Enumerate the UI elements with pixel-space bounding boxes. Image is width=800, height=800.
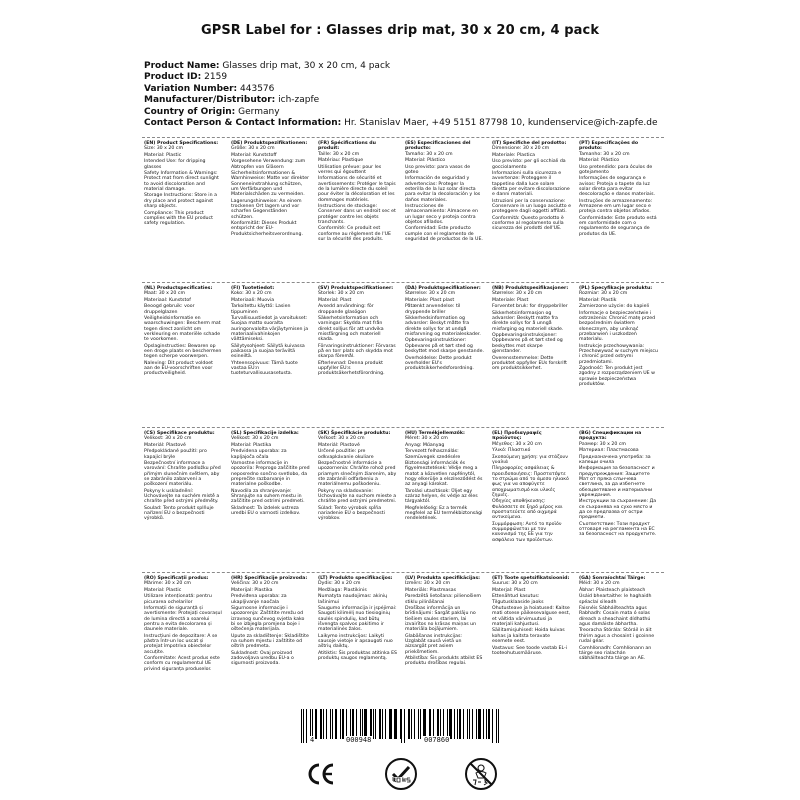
spec-text: Utilisation prévue: pour les verres qui égouttent: [318, 164, 383, 175]
spec-text: Koko: 30 x 20 cm: [231, 291, 272, 297]
barcode-bar: [498, 709, 500, 743]
spec-text: Faisnéis Sábháilteachta agus Rabhadh: Cosain mata ó solas díreach a sheachaint dídhathú agus damáiste ábhartha.: [579, 606, 652, 627]
spec-heading: (PT) Especificações do produto:: [579, 141, 639, 152]
spec-block: [229, 573, 316, 717]
barcode-bar: [486, 709, 487, 739]
spec-block: [316, 573, 403, 717]
spec-text: Materiaal: Kunststof: [144, 297, 191, 303]
meta-value: 443576: [240, 83, 275, 94]
spec-text: Uso pretendido: para óculos de gotejamento: [579, 164, 654, 175]
barcode-bars: [301, 709, 501, 739]
spec-text: Izmērs: 30 x 20 cm: [405, 581, 451, 587]
spec-text: Υλικό: Πλαστικό: [492, 448, 531, 454]
barcode-bar: [360, 709, 361, 739]
spec-text: Méret: 30 x 20 cm: [405, 436, 448, 442]
barcode-digits-left: 000948: [346, 736, 372, 744]
spec-text: Upute za skladištenje: Skladištite na suhom mjestu i zaštitite od oštrih predmeta.: [231, 633, 311, 650]
spec-text: Sicherheitsinformationen & Warnhinweise: Matte vor direkter Sonneneinstrahlung schützen, um Verfärbungen und Materialschäden zu vermeiden.: [231, 171, 311, 198]
barcode-bar: [335, 709, 337, 739]
barcode-bar: [342, 709, 345, 739]
spec-text: Konformität: Dieses Produkt entspricht der EU-Produktsicherheitsverordnung.: [231, 221, 303, 237]
spec-heading: (NB) Produktspesifikasjoner:: [492, 286, 569, 291]
barcode-bar: [320, 709, 323, 739]
barcode-bar: [389, 709, 390, 739]
spec-text: Suurus: 30 x 20 cm: [492, 581, 538, 587]
spec-text: Varnostne informacije in opozorila: Preprogo zaščitite pred neposredno sončno svetlobo, da preprečite razbarvanje in materialne poškodbe.: [231, 461, 312, 488]
meta-key: Product ID:: [144, 72, 202, 83]
spec-text: Conformità: Questo prodotto è conforme al regolamento sulla sicurezza dei prodotti dell'UE.: [492, 215, 566, 232]
barcode-bar: [362, 709, 363, 739]
spec-text: Dydis: 30 x 20 cm: [318, 581, 361, 587]
spec-text: Συμμόρφωση: Αυτό το προϊόν συμμορφώνεται με τον κανονισμό της ΕΕ για την ασφάλεια των προϊόντων.: [492, 521, 564, 543]
barcode-bar: [443, 709, 444, 739]
spec-text: Maat: 30 x 20 cm: [144, 291, 186, 297]
spec-text: Overholdelse: Dette produkt overholder EU's produktsikkerhedsforordning.: [405, 355, 474, 372]
barcode-bar: [429, 709, 430, 739]
spec-block: [490, 428, 577, 572]
spec-text: Tervezett felhasználás: Szemüvegek szedésére: [405, 449, 461, 460]
barcode-bar: [454, 709, 455, 739]
spec-heading: (RO) Specificații produs:: [144, 576, 209, 581]
product-meta: [144, 61, 784, 129]
barcode-bar: [303, 709, 304, 743]
spec-text: Påtænkt anvendelse: til dryppende briller: [405, 304, 462, 315]
barcode-bar: [404, 709, 405, 743]
barcode-bar: [356, 709, 357, 739]
spec-text: Pokyny k uskladnění: Uchovávejte na suchém místě a chraňte před ostrými předměty.: [144, 488, 221, 505]
spec-text: Předpokládané použití: pro kapající brýle: [144, 449, 209, 460]
meta-row: [144, 107, 784, 118]
spec-text: Materjal: Plast: [492, 587, 526, 593]
spec-heading: (GA) Sonraíochtaí Táirge:: [579, 576, 646, 581]
meta-value: Glasses drip mat, 30 x 20 cm, 4 pack: [222, 61, 391, 71]
spec-text: Biztonsági információk és figyelmeztetések: Védje meg a matot a közvetlen napfénytől, hogy elkerülje a elszíneződést és az anyagi károkat.: [405, 461, 484, 488]
spec-text: Atitiktis: Šis produktas atitinka ES produktų saugos reglamentą.: [318, 650, 399, 662]
spec-heading: (EL) Προδιαγραφές προϊόντος:: [492, 431, 542, 442]
spec-text: Vorgesehene Verwendung: zum Abtropfen von Gläsern: [231, 159, 307, 170]
barcode-bar: [379, 709, 381, 739]
spec-text: Säkerhetsinformation och varningar: Skydda mat från direkt solljus för att undvika missfärgning och materiell skada.: [318, 316, 386, 343]
spec-text: Predviđena uporaba: za ukapljivanje naočala: [231, 594, 289, 605]
spec-row: [142, 282, 664, 427]
meta-key: Country of Origin:: [144, 106, 236, 117]
meta-row: [144, 118, 784, 129]
spec-text: Velikost: 30 x 20 cm: [144, 436, 192, 442]
barcode-bar: [326, 709, 327, 739]
spec-heading: (SL) Specifikacije izdelka:: [231, 431, 299, 436]
barcode-bar: [469, 709, 470, 739]
barcode-bar: [332, 709, 334, 739]
spec-text: Zamierzone użycie: do kapieli: [579, 304, 650, 310]
spec-text: Matériau: Plastique: [318, 158, 364, 164]
spec-block: [142, 283, 229, 427]
barcode-bar: [414, 709, 415, 739]
spec-text: Instruções de armazenamento: Armazene em um lugar seco e proteja contra objetos afiados.: [579, 198, 654, 215]
spec-text: Material: Plástico: [579, 158, 620, 164]
spec-text: Tarkoitettu käyttö: Lasien tippuminen: [231, 304, 292, 315]
barcode-bar: [346, 709, 347, 739]
spec-text: Vastavus: See toode vastab EL-i tooteohutusmääruse.: [492, 645, 569, 656]
barcode-bar: [373, 709, 374, 739]
spec-block: [577, 138, 664, 282]
barcode-bar: [459, 709, 461, 739]
spec-block: [403, 138, 490, 282]
barcode-bar: [364, 709, 367, 739]
spec-block: [229, 283, 316, 427]
spec-text: Materiale: Plastica: [492, 152, 536, 158]
spec-text: Laikymo instrukcijos: Laikyti sausoje vietoje ir apsaugoti nuo aštrių daiktų.: [318, 633, 395, 650]
spec-text: Informații de siguranță și avertismente: Protejați covorașul de lumina directă a soarelui pentru a evita decolorarea și daunele materiale.: [144, 606, 224, 633]
spec-text: Инструкции за съхранение: Да се съхранява на сухо място и да се предпазва от остри предмети.: [579, 499, 658, 521]
spec-row: [142, 427, 664, 572]
spec-text: Material: Plastika: [231, 442, 272, 448]
spec-text: Velikost: 30 x 20 cm: [231, 436, 279, 442]
spec-text: Informations de sécurité et avertissements: Protéger le tapis de la lumière directe du soleil pour éviter la décoloration et les dommages matériels.: [318, 176, 398, 203]
spec-text: Πληροφορίες ασφάλειας & προειδοποιήσεις: Προστατέψτε το στρώμα από το άμεσο ηλιακό φως για να αποφύγετε αποχρωματισμό και υλικές ζημιές.: [492, 466, 571, 498]
spec-text: Méid: 30 x 20 cm: [579, 581, 620, 587]
spec-text: Ábhar: Plaisteach plaisteach: [579, 587, 646, 593]
spec-block: [316, 283, 403, 427]
barcode-bar: [385, 709, 386, 739]
barcode-bar: [306, 709, 308, 743]
spec-text: Navodila za shranjevanje: Shranjujte na suhem mestu in zaščitite pred ostrimi predmeti.: [231, 488, 305, 505]
meta-key: Manufacturer/Distributor:: [144, 95, 276, 106]
barcode-digits-right: 007860: [424, 736, 450, 744]
spec-text: Instructions de stockage: Conserver dans un endroit sec et protéger contre les objets tranchants.: [318, 204, 398, 225]
spec-block: [229, 428, 316, 572]
spec-text: Intended Use: for dripping glasses: [144, 159, 208, 170]
barcode-bar: [457, 709, 458, 739]
spec-heading: (SK) Špecifikácie produktu:: [318, 431, 391, 436]
barcode-bar: [463, 709, 464, 739]
spec-text: Medžiaga: Plastikinis: [318, 587, 367, 593]
spec-text: Förvaringsinstruktioner: Förvaras på en torr plats och skydda mot skarpa föremål.: [318, 343, 398, 360]
spec-heading: (HU) Termékjellemzők:: [405, 431, 465, 436]
barcode-bar: [400, 709, 401, 739]
spec-text: Overensstemmelse: Dette produktet oppfyller EUs forskrift om produktsikkerhet.: [492, 355, 569, 372]
barcode-bar: [420, 709, 421, 739]
spec-text: Sigurnosne informacije i upozorenja: Zaštitite mrežu od izravnog sunčevog svjetla kako bi se izbjegla promjena boje i oštećenja materijala.: [231, 606, 306, 633]
barcode-bar: [340, 709, 341, 739]
spec-text: Oppbevaringsinstruksjoner: Oppbevares på et tørt sted og beskyttes mot skarpe gjenstander.: [492, 333, 565, 355]
meta-key: Contact Person & Contact Information:: [144, 118, 342, 129]
spec-heading: (SV) Produktspecifikationer:: [318, 286, 394, 291]
spec-text: Materiāls: Plastmasas: [405, 587, 457, 593]
spec-text: Storage Instructions: Store in a dry place and protect against sharp objects.: [144, 193, 219, 210]
spec-heading: (BG) Спецификации на продукта:: [579, 431, 642, 442]
spec-text: Material: Plastic: [144, 152, 182, 158]
spec-text: Avsedd användning: för droppande glasögon: [318, 304, 376, 315]
spec-text: Størrelse: 30 x 20 cm: [405, 291, 456, 297]
spec-text: Lagerungshinweise: An einem trockenen Ort lagern und vor scharfen Gegenständen schützen.: [231, 198, 304, 220]
spec-text: Numatyta naudojimas: akinių lašinimui: [318, 594, 389, 605]
spec-block: [142, 138, 229, 282]
spec-text: Größe: 30 x 20 cm: [231, 146, 275, 152]
spec-block: [403, 283, 490, 427]
barcode-bar: [418, 709, 420, 739]
spec-text: Materiale: Plast plast: [405, 297, 455, 303]
spec-row: [142, 137, 664, 282]
spec-text: Comhlíonadh: Comhlíonann an táirge seo rialachán sábháilteachta táirge an AE.: [579, 645, 653, 662]
spec-text: Conformité: Ce produit est conforme au règlement de l'UE sur la sécurité des produits.: [318, 226, 393, 242]
spec-text: Sukladnost: Ovaj proizvod zadovoljava uredbu EU-a o sigurnosti proizvoda.: [231, 650, 296, 667]
spec-text: Bezpečnostní informace a varování: Chraňte podložku před přímým slunečním světlem, aby se zabránilo zabarvení a poškození materiálu.: [144, 461, 223, 488]
spec-heading: (PL) Specyfikacje produktu:: [579, 286, 653, 291]
spec-heading: (FR) Spécifications du produit:: [318, 141, 376, 152]
spec-text: Taille: 30 x 20 cm: [318, 151, 360, 157]
barcode-bar: [478, 709, 481, 739]
spec-text: Предназначена употреба: за капещи очила: [579, 454, 653, 465]
spec-text: Μέγεθος: 30 x 20 cm: [492, 441, 542, 447]
spec-block: [403, 428, 490, 572]
spec-text: Materiał: Plastik: [579, 297, 617, 303]
spec-block: [490, 283, 577, 427]
spec-text: Anyag: Műanyag: [405, 442, 445, 448]
spec-block: [142, 573, 229, 717]
spec-text: Predvidena uporaba: za kapljajoča očala: [231, 449, 289, 460]
spec-text: Turvallisuustiedot ja varoitukset: Suojaa matto suoralta auringonvalolta värjäytymisen ja materiaalivahinkojen välttämiseksi.: [231, 316, 310, 343]
spec-text: Drošības informācija un brīdinājumi: Sargāt paklāju no tiešiem saules stariem, lai izvairītos no krāsas maiņas un materiāla bojājumiem.: [405, 606, 478, 633]
spec-text: Instrucțiuni de depozitare: A se păstra într-un loc uscat și protejat împotriva obiectelor ascuțite.: [144, 633, 219, 655]
spec-text: Размер: 30 x 20 cm: [579, 441, 626, 447]
spec-text: Pokyny na skladovanie: Uchovávajte na suchom mieste a chráňte pred ostrými predmetmi.: [318, 488, 398, 505]
rohs-icon: [384, 757, 418, 791]
spec-text: Materijal: Plastika: [231, 587, 273, 593]
meta-value: 2159: [204, 72, 228, 83]
spec-text: Материал: Пластмасова: [579, 448, 639, 454]
barcode-bar: [352, 709, 354, 739]
spec-text: Mărime: 30 x 20 cm: [144, 581, 191, 587]
spec-text: Información de seguridad y advertencias: Proteger la esterilla de la luz solar directa para evitar la decoloración y los daños materiales.: [405, 176, 482, 203]
spec-text: Rozmiar: 30 x 20 cm: [579, 291, 628, 297]
spec-text: Säilytysohjeet: Säilytä kuivassa paikassa ja suojaa teräviltä esineiltä.: [231, 343, 307, 360]
spec-text: Naleving: Dit product voldoet aan de EU-voorschriften voor productveiligheid.: [144, 360, 215, 377]
spec-block: [577, 283, 664, 427]
barcode-bar: [350, 709, 351, 739]
barcode-bar: [423, 709, 426, 739]
spec-text: Säilitamisjuhised: Hoida kuivas kohas ja kaitsta teravate esemete eest.: [492, 628, 567, 645]
meta-value: Hr. Stanislav Maer, +49 5151 87798 10, kundenservice@ich-zapfe.de: [344, 118, 658, 129]
spec-block: [316, 138, 403, 282]
spec-text: Conformitate: Acest produs este conform cu regulamentul UE privind siguranța produselor.: [144, 656, 222, 672]
spec-text: Soulad: Tento produkt splňuje nařízení EU o bezpečnosti výrobků.: [144, 505, 216, 522]
spec-text: Tárolási utasítások: Üljet egy száraz helyen, és védje az éles tárgyaktól.: [405, 488, 480, 505]
barcode-bar: [310, 709, 311, 739]
meta-value: ich-zapfe: [278, 95, 320, 106]
barcode-bar: [476, 709, 477, 739]
spec-text: Tamanho: 30 x 20 cm: [579, 151, 630, 157]
spec-text: Saugumo informacija ir įspėjimai: Saugoti kilimėlį nuo tiesioginių saulės spindulių, kad būtų išvengta spalvos pakitimo ir materialinės žalos.: [318, 606, 399, 633]
spec-text: Veľkosť: 30 x 20 cm: [318, 436, 365, 442]
spec-text: Instrukcje przechowywania: Przechowywać w suchym miejscu i chronić przed ostrymi przedmiotami.: [579, 343, 660, 365]
meta-row: [144, 72, 784, 83]
barcode-bar: [447, 709, 448, 739]
spec-text: Sikkerhetsinformasjon og advarsler: Beskytt matte fra direkte sollys for å unngå misfarging og materiell skade.: [492, 310, 564, 332]
spec-text: Materiaali: Muovia: [231, 297, 275, 303]
spec-text: Treoracha Stórála: Stóráil in áit thirim agus a chosaint i gcoinne rudaí géar.: [579, 628, 656, 645]
spec-text: Tamaño: 30 x 20 cm: [405, 151, 453, 157]
spec-text: Информация за безопасност и предупреждения: Защитете Мат от пряка слънчева светлина, за да избегнете обезцветяване и материални увреждания.: [579, 466, 657, 498]
spec-text: Istruzioni per la conservazione: Conservare in un luogo asciutto e proteggere dagli oggetti affilati.: [492, 198, 573, 215]
spec-text: Súlad: Tento výrobok spĺňa nariadenie EÚ o bezpečnosti výrobkov.: [318, 505, 387, 522]
spec-heading: (CS) Specifikace produktu:: [144, 431, 215, 436]
spec-heading: (DE) Produktspezifikationen:: [231, 141, 308, 146]
spec-block: [577, 573, 664, 717]
spec-text: Storlek: 30 x 20 cm: [318, 291, 364, 297]
spec-text: Material: Plast: [318, 297, 352, 303]
barcode-bar: [496, 709, 497, 743]
spec-heading: (LV) Produkta specifikācijas:: [405, 576, 480, 581]
meta-key: Product Name:: [144, 61, 220, 71]
spec-text: Οδηγίες αποθήκευσης: Φυλάσσετε σε ξηρό μέρος και προστατεύετε από αιχμηρά αντικείμενα.: [492, 499, 565, 521]
barcode-bar: [430, 709, 431, 739]
spec-heading: (NL) Productspecificaties:: [144, 286, 213, 291]
ce-mark-icon: [304, 757, 338, 791]
spec-text: Σκοπούμενη χρήση: για στάζουν γυαλιά: [492, 454, 570, 465]
barcode: [301, 709, 501, 749]
meta-key: Variation Number:: [144, 83, 238, 94]
spec-text: Materiale: Plast: [492, 297, 529, 303]
barcode-bar: [301, 709, 302, 743]
spec-heading: (ES) Especificaciones del producto:: [405, 141, 471, 152]
compliance-icons: [296, 757, 506, 791]
spec-row: [142, 572, 664, 717]
spec-text: Forventet bruk: for dryppebriller: [492, 304, 568, 310]
spec-text: Conformidade: Este produto está em conformidade com o regulamento de segurança de produtos da UE.: [579, 215, 659, 237]
spec-block: [490, 573, 577, 717]
spec-heading: (FI) Tuotetiedot:: [231, 286, 275, 291]
barcode-bar: [382, 709, 383, 739]
barcode-bar: [401, 709, 402, 743]
spec-text: Størrelse: 30 x 20 cm: [492, 291, 543, 297]
spec-text: Uso previsto: para vasos de goteo: [405, 164, 472, 175]
barcode-bar: [411, 709, 412, 739]
barcode-bar: [488, 709, 490, 739]
barcode-bar: [312, 709, 313, 739]
barcode-bar: [433, 709, 434, 739]
spec-text: Material: Plástico: [405, 158, 446, 164]
spec-text: Bezpečnostné informácie a upozornenia: Chráňte rohož pred priamym slnečným žiarením, aby ste zabránili odfarbeniu a materiálnemu poškodeniu.: [318, 461, 398, 488]
spec-heading: (EN) Product Specifications:: [144, 141, 219, 146]
age-0-3-warning-icon: [464, 757, 498, 791]
spec-text: Materiál: Plastové: [318, 442, 360, 448]
barcode-bar: [375, 709, 376, 739]
spec-text: Dimensione: 30 x 20 cm: [492, 146, 550, 152]
spec-text: Съответствие: Този продукт отговаря на регламента на ЕС за безопасност на продуктите.: [579, 521, 657, 538]
spec-text: Skladnost: Ta izdelek ustreza uredbi EU o varnosti izdelkov.: [231, 505, 301, 517]
spec-block: [490, 138, 577, 282]
barcode-bar: [323, 709, 324, 739]
barcode-bar: [483, 709, 484, 739]
barcode-bar: [390, 709, 392, 739]
barcode-bar: [330, 709, 331, 739]
spec-block: [229, 138, 316, 282]
meta-row: [144, 61, 784, 72]
label-title: GPSR Label for : Glasses drip mat, 30 x 20 cm, 4 pack: [200, 23, 600, 38]
spec-block: [142, 428, 229, 572]
spec-text: Beoogd gebruik: voor druppelglazen: [144, 304, 197, 315]
barcode-bar: [440, 709, 442, 739]
spec-text: Opbevaringsinstruktioner: Opbevares på et tørt sted og beskyttet mod skarpe genstande.: [405, 338, 484, 355]
barcode-bar: [492, 709, 493, 743]
spec-heading: (HR) Specifikacije proizvoda:: [231, 576, 308, 581]
spec-text: Veiligheidsinformatie en waarschuwingen: Bescherm mat tegen direct zonlicht om verkleuring en materiële schade te voorkomen.: [144, 316, 223, 343]
meta-row: [144, 95, 784, 106]
spec-text: Utilizare intenționată: pentru picurarea ochelarilor: [144, 594, 214, 605]
barcode-bar: [449, 709, 452, 739]
spec-text: Informacje o bezpieczeństwie i ostrzeżenia: Chronić matę przed bezpośrednim światłem słonecznym, aby uniknąć przebarwień i uszkodzeń materiału.: [579, 310, 657, 343]
spec-text: Efterlevnad: Denna produkt uppfyller EU:s produktsäkerhetsförordning.: [318, 360, 385, 377]
spec-text: Informações de segurança e avisos: Proteja o tapete da luz solar direta para evitar descoloração e danos materiais.: [579, 176, 656, 198]
spec-text: Material: Kunststoff: [231, 152, 277, 158]
spec-text: Uso previsto: per gli occhiali da gocciolamento: [492, 159, 568, 170]
spec-text: Zgodność: Ten produkt jest zgodny z rozporządzeniem UE w sprawie bezpieczeństwa produktów.: [579, 366, 657, 387]
meta-value: Germany: [238, 106, 280, 117]
spec-text: Veličina: 30 x 20 cm: [231, 581, 279, 587]
spec-text: Určené použitie: pre odkvapkávanie okuliare: [318, 449, 374, 460]
spec-text: Glabāšanas instrukcijas: Uzglabāt sausā vietā un aizsargāt pret asiem priekšmetiem.: [405, 633, 464, 655]
spec-block: [316, 428, 403, 572]
barcode-bar: [408, 709, 410, 739]
spec-text: Ohutusteave ja hoiatused: Kaitse mati otsese päikesevalguse eest, et vältida värvimuutusi ja materjali kahjustusi.: [492, 606, 572, 627]
spec-text: Informazioni sulla sicurezza e avvertenze: Proteggere il tappetino dalla luce solare diretta per evitare discolorazione e danni materiali.: [492, 171, 572, 198]
spec-block: [577, 428, 664, 572]
spec-heading: (ET) Toote spetsifikatsioonid:: [492, 576, 570, 581]
spec-text: Sikkerhedsinformation og advarsler: Beskyt måtte fra direkte sollys for at undgå misfarvning og materialeskader.: [405, 316, 481, 337]
barcode-bar: [394, 709, 397, 739]
spec-heading: (LT) Produkto specifikacijos:: [318, 576, 393, 581]
spec-text: Ettenähtud kasutus: Tilgutusklaaside jaoks: [492, 594, 544, 605]
spec-text: Conformidad: Este producto cumple con el reglamento de seguridad de productos de la UE.: [405, 226, 483, 242]
spec-text: Megfelelőség: Ez a termék megfelel az EU termékbiztonsági rendeletének.: [405, 505, 484, 522]
spec-text: Material: Plastic: [144, 587, 182, 593]
spec-block: [403, 573, 490, 717]
spec-text: Materiál: Plastové: [144, 442, 186, 448]
spec-text: Size: 30 x 20 cm: [144, 146, 184, 152]
barcode-bar: [370, 709, 372, 739]
spec-text: Yhteensopivuus: Tämä tuote vastaa EU:n tuoteturvallisuusasetusta.: [231, 360, 300, 377]
spec-text: Úsáid bheartaithe: le haghaidh spéaclaí sileadh: [579, 594, 654, 605]
spec-text: Instrucciones de almacenamiento: Almacene en un lugar seco y proteja contra objetos afilados.: [405, 204, 480, 225]
spec-grid: [142, 137, 664, 717]
spec-text: Paredzētā lietošana: pilienošiem stiklu pilināšanai: [405, 594, 483, 605]
spec-heading: (IT) Specifiche del prodotto:: [492, 141, 567, 146]
barcode-bar: [467, 709, 468, 739]
meta-row: [144, 84, 784, 95]
spec-text: Opslaginstructies: Bewaren op een droge plaats en beschermen tegen scherpe voorwerpen.: [144, 343, 223, 360]
spec-text: Compliance: This product complies with the EU product safety regulation.: [144, 210, 215, 227]
spec-heading: (DA) Produktspecifikationer:: [405, 286, 481, 291]
barcode-bar: [315, 709, 317, 739]
spec-text: Atbilstība: Šis produkts atbilst ES produktu drošības regulai.: [405, 656, 484, 667]
spec-text: Safety Information & Warnings: Protect mat from direct sunlight to avoid discoloration and material damage.: [144, 171, 221, 192]
barcode-digit-first: 4: [310, 736, 315, 744]
barcode-bar: [437, 709, 439, 739]
barcode-bar: [472, 709, 474, 739]
